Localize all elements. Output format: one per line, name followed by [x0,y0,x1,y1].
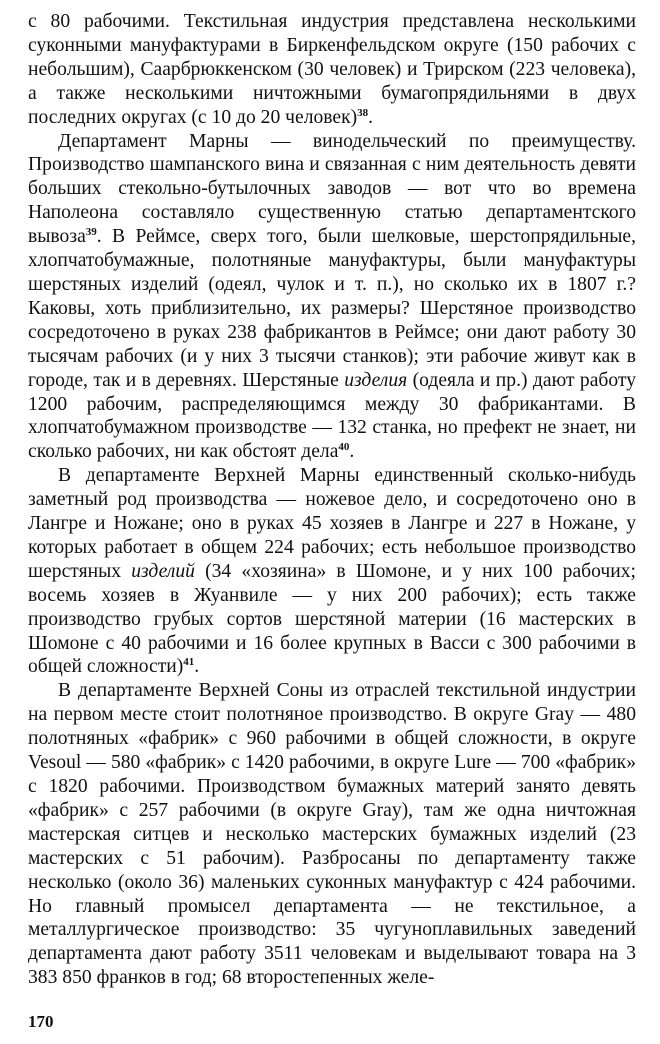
text-segment: . [368,106,374,128]
footnote-ref: 39 [85,226,97,239]
text-segment: . В Реймсе, сверх того, были шелковые, шерстопрядильные, хлопчатобумажные, полотняные мануфактуры, были мануфактуры шерстяных изделий (одеял, чулок и т. п.), но сколько их в 1807 г.? Каковы, хоть приблизительно, их размеры? Шерстяное производство сосредоточено в руках 238 фабрикантов в Реймсе; они дают работу 30 тысячам рабочих (и у них 3 тысячи станков); эти рабочие живут как в городе, так и в деревнях. Шерстяные [28,226,636,391]
emphasis-text: изделий [131,560,195,582]
text-segment: . [194,656,200,678]
footnote-ref: 38 [357,106,369,119]
text-segment: В департаменте Верхней Марны единственный сколько-нибудь заметный род производства — ножевое дело, и сосредоточено оно в Лангре и Ножане; оно в руках 45 хозяев в Лангре и 227 в Ножане, у которых работает в общем 224 рабочих; есть небольшое производство шерстяных [28,465,636,582]
footnote-ref: 40 [338,441,350,454]
document-body [28,10,636,990]
text-segment: с 80 рабочими. Текстильная индустрия представлена несколькими суконными мануфактурами в Биркенфельдском округе (150 рабочих с небольшим), Саарбрюккенском (30 человек) и Трирском (223 человека), а также несколькими ничтожными бумагопрядильнями в двух последних округах (с 10 до 20 человек) [28,11,636,128]
text-segment: (34 «хозяина» в Шомоне, и у них 100 рабочих; восемь хозяев в Жуанвиле — у них 200 рабочих); есть также производство грубых сортов шерстяной материи (16 мастерских в Шомоне с 40 рабочими и 16 более крупных в Васси с 300 рабочими в общей сложности) [28,560,636,678]
page-number: 170 [28,1012,54,1031]
emphasis-text: изделия [344,369,408,391]
text-segment: . [349,441,355,463]
paragraph [28,130,636,465]
footnote-ref: 41 [183,656,195,669]
paragraph [28,679,636,990]
text-segment: Департамент Марны — винодельческий по преимуществу. Производство шампанского вина и связанная с ним деятельность девяти больших стекольно-бутылочных заводов — вот что во времена Наполеона составляло существенную статью департаментского вывоза [28,130,636,248]
paragraph [28,10,636,130]
text-segment: В департаменте Верхней Соны из отраслей текстильной индустрии на первом месте стоит полотняное производство. В округе Gray — 480 полотняных «фабрик» с 960 рабочими в общей сложности, в округе Vesoul — 580 «фабрик» с 1420 рабочими, в округе Lure — 700 «фабрик» с 1820 рабочими. Производством бумажных материй занято девять «фабрик» с 257 рабочими (в округе Gray), там же одна ничтожная мастерская ситцев и несколько мастерских бумажных изделий (23 мастерских с 51 рабочим). Разбросаны по департаменту также несколько (около 36) маленьких суконных мануфактур с 424 рабочими. Но главный промысел департамента — не текстильное, а металлургическое производство: 35 чугуноплавильных заведений департамента дают работу 3511 человекам и выделывают товара на 3 383 850 франков в год; 68 второстепенных желе- [28,680,636,989]
text-segment: (одеяла и пр.) дают работу 1200 рабочим, распределяющимся между 30 фабрикантами. В хлопчатобумажном производстве — 132 станка, но префект не знает, ни сколько рабочих, ни как обстоят дела [28,369,636,463]
paragraph [28,464,636,679]
